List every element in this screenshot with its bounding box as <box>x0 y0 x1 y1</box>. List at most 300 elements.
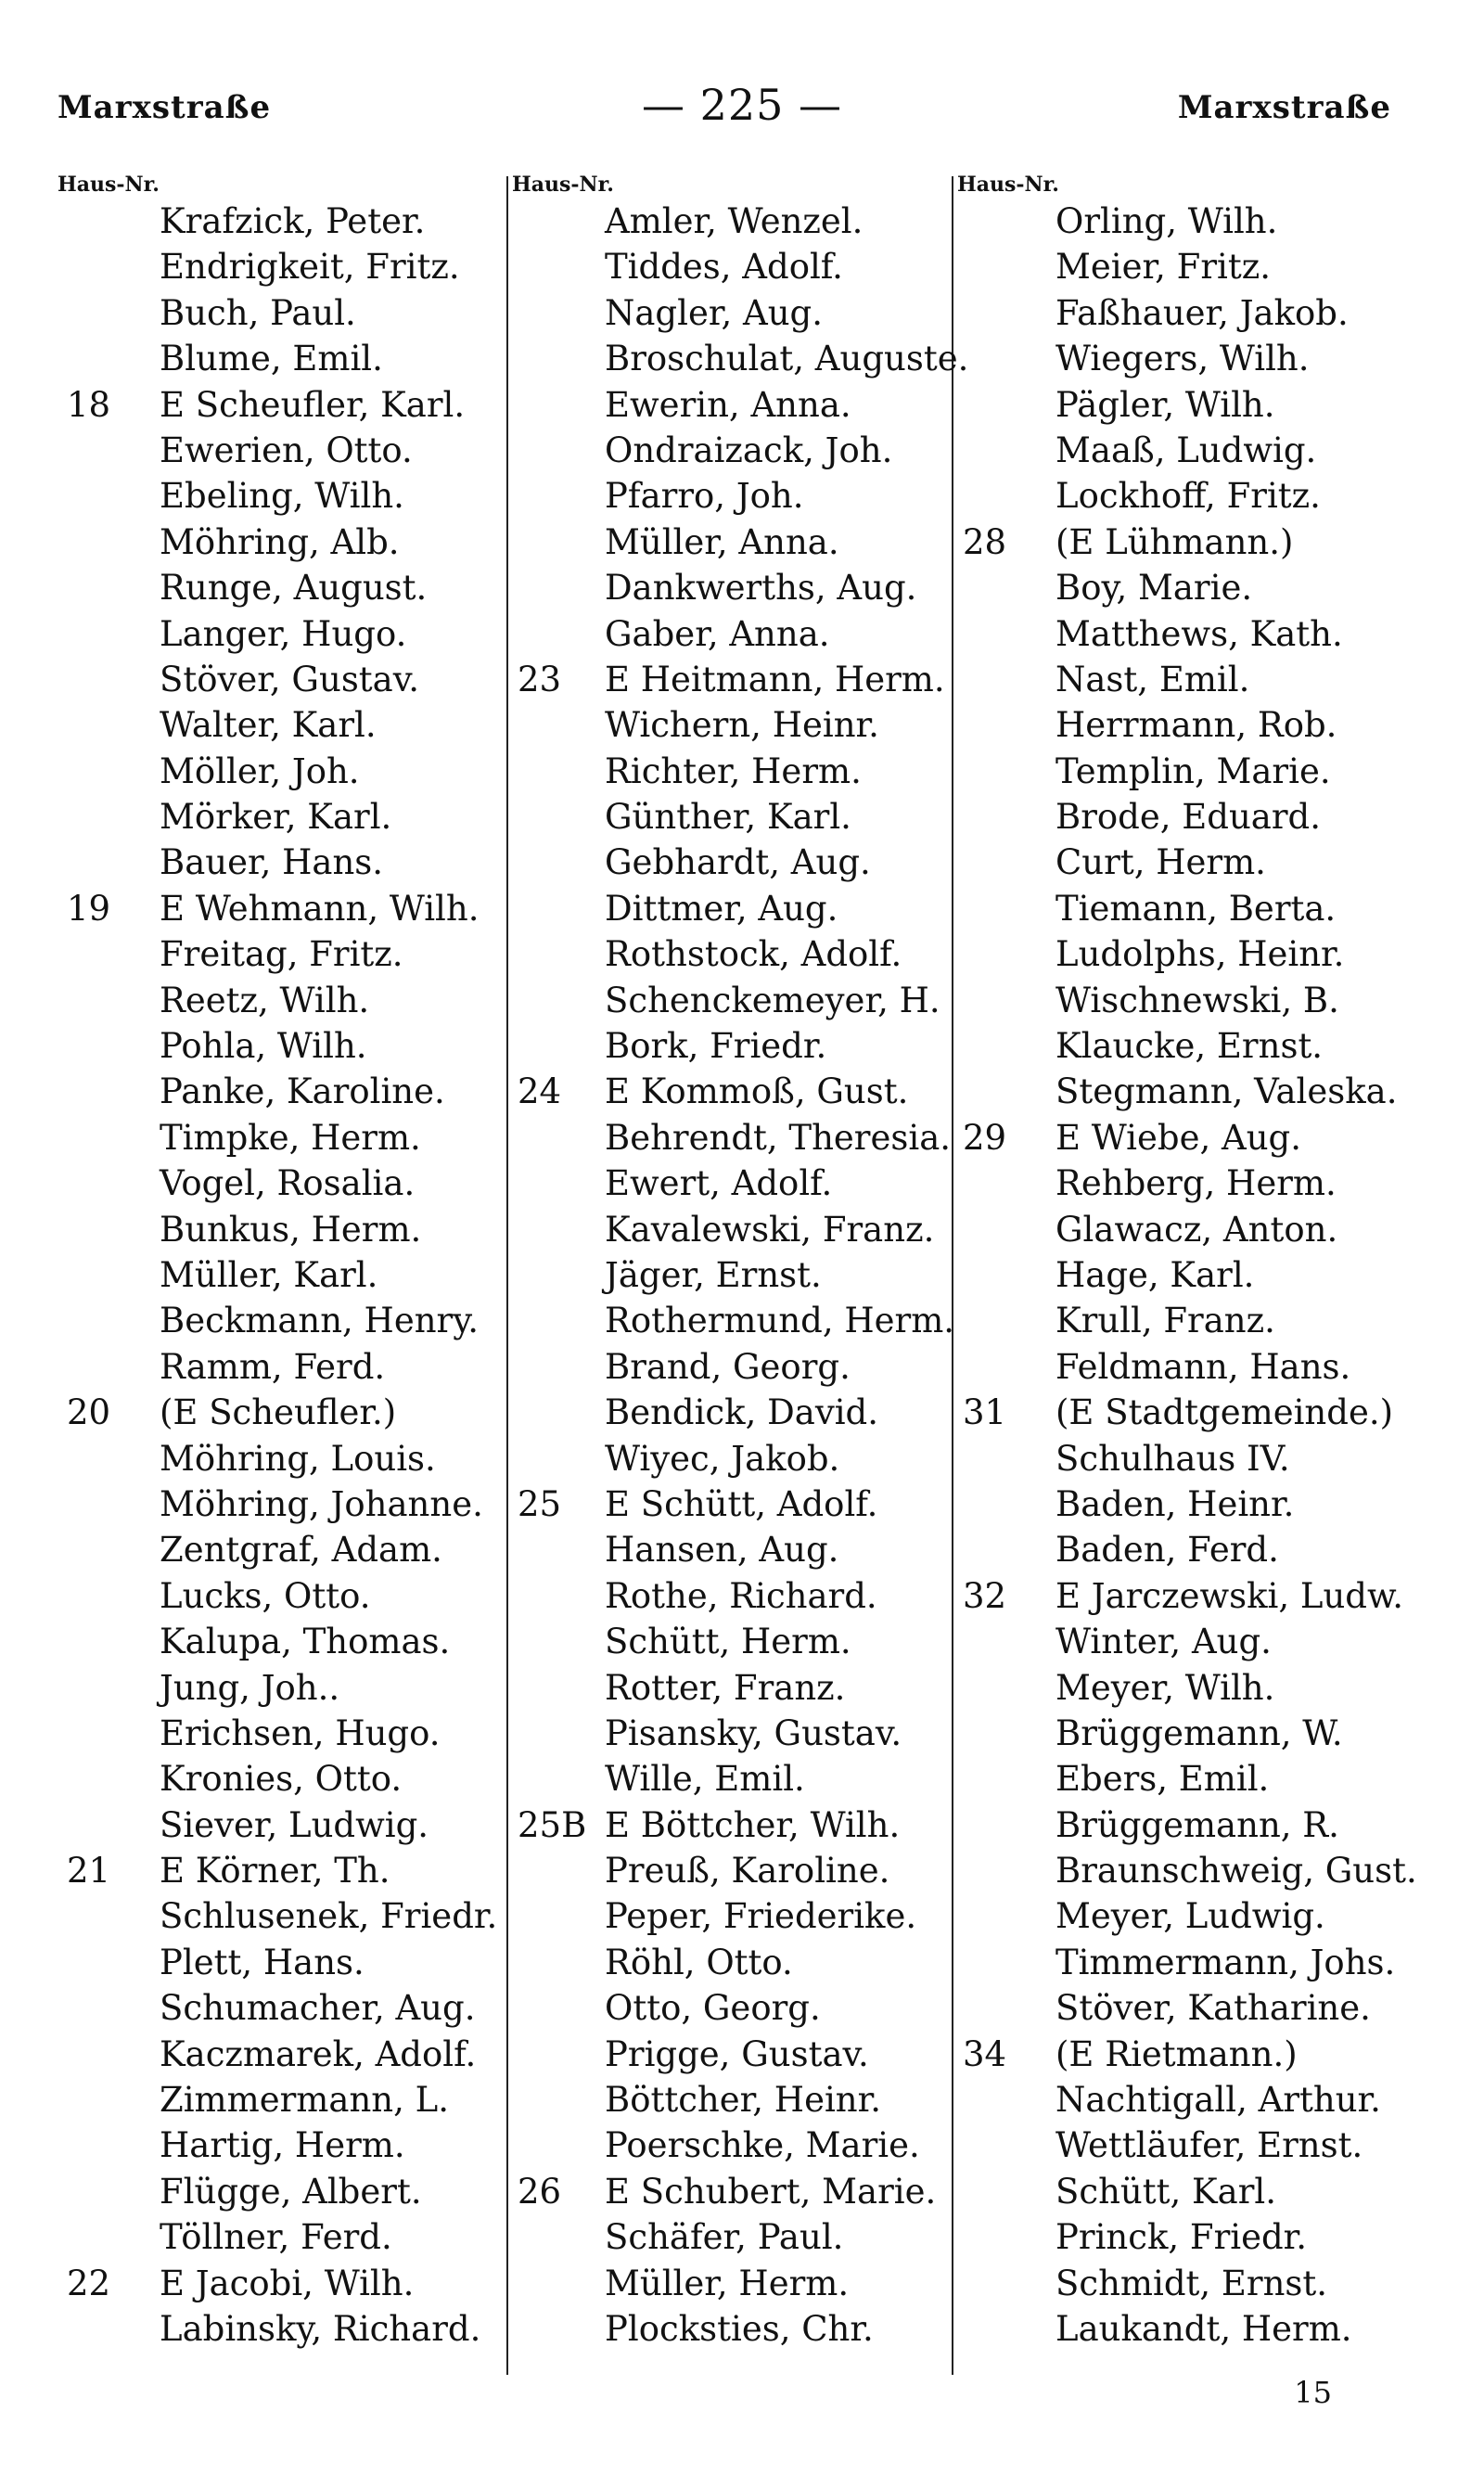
list-item <box>957 1619 1439 1664</box>
house-number: 28 <box>963 521 1007 562</box>
list-item <box>957 1802 1439 1848</box>
resident-name: Kaczmarek, Adolf. <box>160 2033 477 2074</box>
list-item <box>957 1115 1439 1161</box>
list-item <box>512 657 948 702</box>
list-item <box>957 2306 1439 2352</box>
resident-name: Klaucke, Ernst. <box>1055 1026 1324 1067</box>
house-number: 32 <box>963 1575 1007 1616</box>
resident-name: E Körner, Th. <box>160 1851 390 1892</box>
list-item <box>512 702 948 748</box>
resident-name: Matthews, Kath. <box>1055 613 1343 654</box>
list-item <box>58 2077 503 2122</box>
list-item <box>957 2032 1439 2077</box>
resident-name: Krull, Franz. <box>1055 1301 1275 1341</box>
list-item <box>58 1481 503 1527</box>
list-item <box>957 702 1439 748</box>
resident-name: Schütt, Herm. <box>605 1622 851 1662</box>
house-number: 25B <box>518 1804 587 1845</box>
list-item <box>58 1298 503 1343</box>
resident-name: Rotter, Franz. <box>605 1667 846 1708</box>
resident-name: Brüggemann, R. <box>1055 1804 1339 1845</box>
resident-name: Plocksties, Chr. <box>605 2308 874 2349</box>
resident-name: E Schütt, Adolf. <box>605 1483 878 1524</box>
list-item <box>957 1481 1439 1527</box>
resident-name: Runge, August. <box>160 568 428 609</box>
list-item <box>957 1665 1439 1711</box>
list-item <box>512 2077 948 2122</box>
list-item <box>512 1207 948 1252</box>
resident-name: E Böttcher, Wilh. <box>605 1804 901 1845</box>
resident-name: Siever, Ludwig. <box>160 1804 429 1845</box>
list-item <box>512 519 948 565</box>
resident-name: Günther, Karl. <box>605 797 851 838</box>
resident-name: Rehberg, Herm. <box>1055 1163 1337 1204</box>
list-item <box>58 1802 503 1848</box>
list-item <box>58 611 503 657</box>
list-item <box>512 1711 948 1756</box>
list-item <box>58 2214 503 2260</box>
resident-name: Baden, Ferd. <box>1055 1530 1279 1571</box>
resident-name: Möhring, Alb. <box>160 521 400 562</box>
house-number: 24 <box>518 1071 562 1112</box>
resident-name: Erichsen, Hugo. <box>160 1712 441 1753</box>
list-item <box>512 2214 948 2260</box>
resident-name: Bendick, David. <box>605 1392 879 1433</box>
resident-name: Bunkus, Herm. <box>160 1209 422 1250</box>
resident-name: E Jacobi, Wilh. <box>160 2263 415 2303</box>
list-item <box>957 1069 1439 1114</box>
list-item <box>512 382 948 428</box>
list-item <box>957 244 1439 289</box>
list-item <box>957 473 1439 519</box>
list-item <box>512 1985 948 2031</box>
list-item <box>58 1115 503 1161</box>
list-item <box>957 657 1439 702</box>
list-item <box>58 931 503 977</box>
list-item <box>512 1893 948 1939</box>
list-item <box>512 2169 948 2214</box>
house-number: 29 <box>963 1117 1007 1158</box>
list-item <box>512 1069 948 1114</box>
resident-name: Behrendt, Theresia. <box>605 1117 952 1158</box>
resident-name: Bork, Friedr. <box>605 1026 827 1067</box>
list-item <box>58 1619 503 1664</box>
list-item <box>512 1802 948 1848</box>
resident-name: E Jarczewski, Ludw. <box>1055 1575 1404 1616</box>
resident-name: Otto, Georg. <box>605 1988 821 2029</box>
house-number: 23 <box>518 659 562 699</box>
resident-name: Kavalewski, Franz. <box>605 1209 935 1250</box>
resident-name: Möhring, Louis. <box>160 1438 436 1479</box>
resident-name: Timmermann, Johs. <box>1055 1942 1396 1982</box>
resident-name: Rothe, Richard. <box>605 1575 877 1616</box>
list-item <box>58 749 503 794</box>
list-item <box>512 794 948 840</box>
resident-name: Meier, Fritz. <box>1055 247 1271 288</box>
resident-name: (E Stadtgemeinde.) <box>1055 1392 1394 1433</box>
resident-name: Tiddes, Adolf. <box>605 247 843 288</box>
resident-name: Endrigkeit, Fritz. <box>160 247 460 288</box>
resident-name: Schütt, Karl. <box>1055 2171 1276 2212</box>
list-item <box>512 473 948 519</box>
list-item <box>58 840 503 885</box>
list-item <box>957 1344 1439 1390</box>
list-item <box>512 1023 948 1069</box>
list-item <box>58 2032 503 2077</box>
resident-name: Müller, Karl. <box>160 1254 378 1295</box>
list-item <box>58 1023 503 1069</box>
list-item <box>58 1985 503 2031</box>
resident-name: Wichern, Heinr. <box>605 705 879 746</box>
column-divider <box>952 176 953 2375</box>
resident-name: Krafzick, Peter. <box>160 201 426 241</box>
resident-name: Buch, Paul. <box>160 292 356 333</box>
resident-name: Beckmann, Henry. <box>160 1301 479 1341</box>
list-item <box>957 1023 1439 1069</box>
list-item <box>58 657 503 702</box>
resident-name: Lucks, Otto. <box>160 1575 371 1616</box>
resident-name: Ewerin, Anna. <box>605 384 851 425</box>
resident-name: Panke, Karoline. <box>160 1071 445 1112</box>
list-item <box>957 2077 1439 2122</box>
list-item <box>512 1481 948 1527</box>
list-item <box>512 978 948 1023</box>
column-header: Haus-Nr. <box>512 173 614 197</box>
list-item <box>58 290 503 336</box>
list-item <box>957 611 1439 657</box>
house-number: 22 <box>67 2263 111 2303</box>
resident-name: Ondraizack, Joh. <box>605 430 893 470</box>
resident-name: Glawacz, Anton. <box>1055 1209 1338 1250</box>
resident-name: Freitag, Fritz. <box>160 934 403 975</box>
resident-name: E Scheufler, Karl. <box>160 384 466 425</box>
sheet-number: 15 <box>1294 2375 1332 2410</box>
list-item <box>957 565 1439 610</box>
resident-name: Preuß, Karoline. <box>605 1851 890 1892</box>
resident-name: Orling, Wilh. <box>1055 201 1278 241</box>
list-item <box>957 931 1439 977</box>
resident-name: Ewerien, Otto. <box>160 430 413 470</box>
resident-name: Brüggemann, W. <box>1055 1712 1343 1753</box>
resident-name: Töllner, Ferd. <box>160 2217 392 2258</box>
resident-name: Broschulat, Auguste. <box>605 339 969 379</box>
resident-name: Hartig, Herm. <box>160 2125 405 2166</box>
list-item <box>957 1207 1439 1252</box>
resident-name: E Schubert, Marie. <box>605 2171 937 2212</box>
resident-name: Baden, Heinr. <box>1055 1483 1295 1524</box>
list-item <box>58 428 503 473</box>
list-item <box>58 1207 503 1252</box>
resident-name: Möhring, Johanne. <box>160 1483 483 1524</box>
list-item <box>512 1390 948 1435</box>
list-item <box>512 1848 948 1893</box>
list-item <box>512 1619 948 1664</box>
list-item <box>512 931 948 977</box>
resident-name: Röhl, Otto. <box>605 1942 793 1982</box>
resident-name: Stöver, Gustav. <box>160 659 420 699</box>
resident-name: Nagler, Aug. <box>605 292 823 333</box>
list-item <box>957 2261 1439 2306</box>
list-item <box>58 1940 503 1985</box>
resident-name: Wettläufer, Ernst. <box>1055 2125 1363 2166</box>
list-item <box>58 1436 503 1481</box>
list-item <box>512 1940 948 1985</box>
list-item <box>512 1527 948 1572</box>
list-item <box>957 1527 1439 1572</box>
resident-name: Blume, Emil. <box>160 339 383 379</box>
column-1 <box>58 171 503 2352</box>
resident-name: Gebhardt, Aug. <box>605 842 871 883</box>
list-item <box>58 1069 503 1114</box>
list-item <box>957 1756 1439 1802</box>
resident-name: Templin, Marie. <box>1055 750 1331 791</box>
resident-name: Amler, Wenzel. <box>605 201 864 241</box>
list-item <box>957 382 1439 428</box>
resident-name: Langer, Hugo. <box>160 613 407 654</box>
list-item <box>957 1390 1439 1435</box>
list-item <box>957 2169 1439 2214</box>
list-item <box>58 199 503 244</box>
house-number: 19 <box>67 888 111 929</box>
resident-name: Kronies, Otto. <box>160 1759 403 1800</box>
list-item <box>512 1573 948 1619</box>
resident-name: Boy, Marie. <box>1055 568 1253 609</box>
resident-name: Meyer, Wilh. <box>1055 1667 1275 1708</box>
resident-name: Böttcher, Heinr. <box>605 2080 882 2121</box>
resident-name: E Heitmann, Herm. <box>605 659 945 699</box>
list-item <box>512 886 948 931</box>
list-item <box>512 1665 948 1711</box>
list-item <box>58 1848 503 1893</box>
resident-name: Pägler, Wilh. <box>1055 384 1275 425</box>
list-item <box>957 978 1439 1023</box>
resident-name: Möller, Joh. <box>160 750 360 791</box>
resident-name: Gaber, Anna. <box>605 613 830 654</box>
list-item <box>957 1985 1439 2031</box>
list-item <box>58 978 503 1023</box>
resident-name: Müller, Anna. <box>605 521 839 562</box>
list-item <box>58 702 503 748</box>
list-item <box>512 749 948 794</box>
column-header: Haus-Nr. <box>957 173 1059 197</box>
resident-name: Labinsky, Richard. <box>160 2308 481 2349</box>
resident-name: Nast, Emil. <box>1055 659 1250 699</box>
resident-name: Lockhoff, Fritz. <box>1055 476 1321 517</box>
list-item <box>512 565 948 610</box>
resident-name: Walter, Karl. <box>160 705 377 746</box>
list-item <box>512 290 948 336</box>
resident-name: E Wiebe, Aug. <box>1055 1117 1301 1158</box>
list-item <box>512 2032 948 2077</box>
list-item <box>512 1756 948 1802</box>
list-item <box>957 1848 1439 1893</box>
resident-name: Zentgraf, Adam. <box>160 1530 442 1571</box>
resident-name: Mörker, Karl. <box>160 797 392 838</box>
column-header: Haus-Nr. <box>58 173 160 197</box>
resident-name: Brand, Georg. <box>605 1346 851 1387</box>
resident-name: Prigge, Gustav. <box>605 2033 869 2074</box>
resident-name: Jäger, Ernst. <box>605 1254 822 1295</box>
resident-name: Hansen, Aug. <box>605 1530 839 1571</box>
list-item <box>957 199 1439 244</box>
list-item <box>58 2169 503 2214</box>
house-number: 34 <box>963 2033 1007 2074</box>
list-item <box>58 1711 503 1756</box>
house-number: 21 <box>67 1851 111 1892</box>
list-item <box>58 1665 503 1711</box>
resident-name: Reetz, Wilh. <box>160 980 370 1020</box>
resident-name: Dittmer, Aug. <box>605 888 838 929</box>
list-item <box>512 1252 948 1298</box>
house-number: 20 <box>67 1392 111 1433</box>
running-header-right: Marxstraße <box>1177 89 1391 126</box>
list-item <box>512 428 948 473</box>
resident-name: Rothermund, Herm. <box>605 1301 955 1341</box>
resident-name: Vogel, Rosalia. <box>160 1163 416 1204</box>
list-item <box>58 336 503 381</box>
resident-name: Pisansky, Gustav. <box>605 1712 902 1753</box>
column-3 <box>957 171 1439 2352</box>
resident-name: Herrmann, Rob. <box>1055 705 1337 746</box>
list-item <box>58 1893 503 1939</box>
list-item <box>957 2122 1439 2168</box>
list-item <box>957 886 1439 931</box>
resident-name: Stegmann, Valeska. <box>1055 1071 1398 1112</box>
list-item <box>957 1252 1439 1298</box>
resident-name: Müller, Herm. <box>605 2263 850 2303</box>
resident-name: Timpke, Herm. <box>160 1117 421 1158</box>
resident-name: Wiegers, Wilh. <box>1055 339 1310 379</box>
list-item <box>58 2261 503 2306</box>
resident-name: Schulhaus IV. <box>1055 1438 1290 1479</box>
list-item <box>957 2214 1439 2260</box>
list-item <box>58 2306 503 2352</box>
resident-name: Pohla, Wilh. <box>160 1026 367 1067</box>
resident-name: Schlusenek, Friedr. <box>160 1896 498 1937</box>
page-number: — 225 — <box>641 80 843 130</box>
resident-name: Flügge, Albert. <box>160 2171 422 2212</box>
list-item <box>957 1893 1439 1939</box>
house-number: 26 <box>518 2171 562 2212</box>
resident-name: E Kommoß, Gust. <box>605 1071 909 1112</box>
list-item <box>957 1573 1439 1619</box>
resident-name: Brode, Eduard. <box>1055 797 1321 838</box>
resident-name: Ramm, Ferd. <box>160 1346 386 1387</box>
resident-name: Braunschweig, Gust. <box>1055 1851 1417 1892</box>
resident-name: Schenckemeyer, H. <box>605 980 940 1020</box>
resident-name: Bauer, Hans. <box>160 842 384 883</box>
list-item <box>58 1756 503 1802</box>
resident-name: (E Rietmann.) <box>1055 2033 1298 2074</box>
resident-name: Maaß, Ludwig. <box>1055 430 1317 470</box>
resident-name: Rothstock, Adolf. <box>605 934 902 975</box>
resident-name: Wischnewski, B. <box>1055 980 1339 1020</box>
list-item <box>512 336 969 381</box>
resident-name: E Wehmann, Wilh. <box>160 888 480 929</box>
list-item <box>58 473 503 519</box>
list-item <box>58 1161 503 1206</box>
resident-name: Zimmermann, L. <box>160 2080 449 2121</box>
list-item <box>957 428 1439 473</box>
list-item <box>957 1940 1439 1985</box>
running-header-left: Marxstraße <box>58 89 272 126</box>
resident-name: Laukandt, Herm. <box>1055 2308 1352 2349</box>
list-item <box>957 336 1439 381</box>
resident-name: Winter, Aug. <box>1055 1622 1272 1662</box>
resident-name: Hage, Karl. <box>1055 1254 1255 1295</box>
resident-name: Schmidt, Ernst. <box>1055 2263 1328 2303</box>
list-item <box>512 1161 948 1206</box>
list-item <box>58 1390 503 1435</box>
list-item <box>512 1115 952 1161</box>
list-item <box>58 886 503 931</box>
resident-name: Poerschke, Marie. <box>605 2125 920 2166</box>
list-item <box>512 2122 948 2168</box>
house-number: 31 <box>963 1392 1007 1433</box>
resident-name: Faßhauer, Jakob. <box>1055 292 1349 333</box>
list-item <box>957 1436 1439 1481</box>
list-item <box>957 1161 1439 1206</box>
list-item <box>58 2122 503 2168</box>
resident-name: Wille, Emil. <box>605 1759 805 1800</box>
list-item <box>512 1344 948 1390</box>
list-item <box>58 1573 503 1619</box>
resident-name: Dankwerths, Aug. <box>605 568 917 609</box>
list-item <box>512 244 948 289</box>
resident-name: Wiyec, Jakob. <box>605 1438 840 1479</box>
list-item <box>957 519 1439 565</box>
house-number: 18 <box>67 384 111 425</box>
resident-name: Plett, Hans. <box>160 1942 365 1982</box>
resident-name: (E Scheufler.) <box>160 1392 397 1433</box>
resident-name: Schumacher, Aug. <box>160 1988 476 2029</box>
resident-name: Nachtigall, Arthur. <box>1055 2080 1381 2121</box>
list-item <box>58 244 503 289</box>
list-item <box>58 519 503 565</box>
list-item <box>957 290 1439 336</box>
column-2 <box>512 171 969 2352</box>
resident-name: Peper, Friederike. <box>605 1896 917 1937</box>
resident-name: Curt, Herm. <box>1055 842 1266 883</box>
resident-name: Ebeling, Wilh. <box>160 476 404 517</box>
resident-name: Richter, Herm. <box>605 750 862 791</box>
resident-name: Pfarro, Joh. <box>605 476 804 517</box>
resident-name: Ludolphs, Heinr. <box>1055 934 1345 975</box>
column-divider <box>506 176 508 2375</box>
list-item <box>58 794 503 840</box>
house-number: 25 <box>518 1483 562 1524</box>
list-item <box>58 565 503 610</box>
list-item <box>58 1527 503 1572</box>
resident-name: Jung, Joh.. <box>160 1667 340 1708</box>
resident-name: Ebers, Emil. <box>1055 1759 1270 1800</box>
list-item <box>512 840 948 885</box>
resident-name: Stöver, Katharine. <box>1055 1988 1371 2029</box>
list-item <box>512 1436 948 1481</box>
list-item <box>512 611 948 657</box>
list-item <box>512 199 948 244</box>
list-item <box>58 382 503 428</box>
resident-name: (E Lühmann.) <box>1055 521 1294 562</box>
list-item <box>58 1344 503 1390</box>
resident-name: Kalupa, Thomas. <box>160 1622 451 1662</box>
resident-name: Princk, Friedr. <box>1055 2217 1308 2258</box>
list-item <box>957 1298 1439 1343</box>
list-item <box>512 1298 955 1343</box>
resident-name: Feldmann, Hans. <box>1055 1346 1351 1387</box>
resident-name: Ewert, Adolf. <box>605 1163 833 1204</box>
list-item <box>957 1711 1439 1756</box>
